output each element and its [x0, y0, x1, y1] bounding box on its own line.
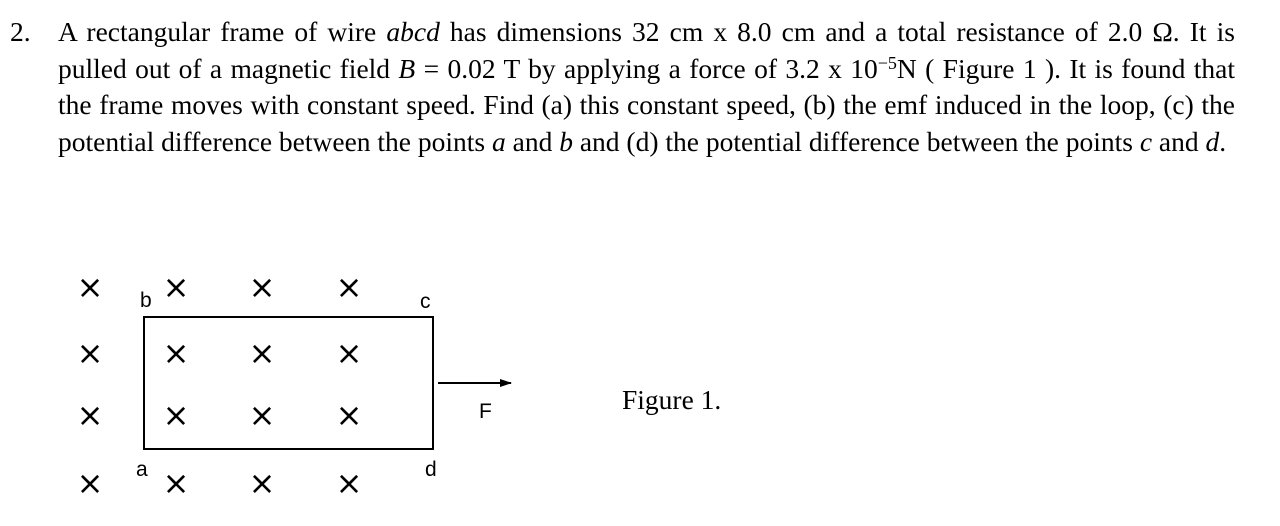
- field-cross-mark: ×: [335, 464, 363, 502]
- field-cross-mark: ×: [162, 268, 190, 306]
- text-part: and (d) the potential difference between the points: [572, 125, 1140, 157]
- field-cross-mark: ×: [335, 396, 363, 434]
- field-cross-mark: ×: [76, 464, 104, 502]
- problem-number: 2.: [10, 16, 31, 47]
- field-cross-mark: ×: [335, 268, 363, 306]
- text-part: N ( Figure 1 ). It is found that the frame moves with constant speed. Find (a) this constant speed, (b) the emf induced in the loop, (c) the potential difference between the points: [58, 52, 1236, 157]
- point-d: d: [1205, 125, 1220, 157]
- point-c: c: [1139, 125, 1153, 157]
- exponent: −5: [877, 52, 897, 73]
- field-cross-mark: ×: [162, 334, 190, 372]
- text-part: and: [505, 125, 560, 157]
- text-part: = 0.02 T by applying a force of 3.2 x 10: [415, 52, 878, 84]
- field-cross-mark: ×: [162, 464, 190, 502]
- field-cross-mark: ×: [248, 396, 276, 434]
- field-symbol: B: [398, 52, 416, 84]
- text-part: has dimensions 32 cm x 8.0 cm and a total resistance of 2.0 Ω. It is pulled out of a magnetic field: [58, 16, 1235, 84]
- corner-label-d: d: [425, 458, 437, 481]
- corner-label-c: c: [420, 290, 431, 313]
- field-cross-mark: ×: [248, 464, 276, 502]
- field-cross-mark: ×: [76, 268, 104, 306]
- field-cross-mark: ×: [162, 396, 190, 434]
- text-part: and: [1152, 125, 1206, 157]
- point-b: b: [559, 125, 573, 157]
- figure-caption: Figure 1.: [622, 384, 722, 415]
- field-cross-mark: ×: [248, 268, 276, 306]
- force-label: F: [479, 400, 492, 423]
- corner-label-a: a: [136, 458, 148, 481]
- field-cross-mark: ×: [76, 334, 104, 372]
- text-part: A rectangular frame of wire: [58, 16, 387, 47]
- point-a: a: [491, 125, 506, 157]
- text-part: .: [1219, 125, 1227, 157]
- field-cross-mark: ×: [248, 334, 276, 372]
- corner-label-b: b: [140, 289, 152, 312]
- field-cross-mark: ×: [335, 334, 363, 372]
- frame-name: abcd: [386, 16, 440, 47]
- magnetic-field-marks: [77, 268, 363, 502]
- field-cross-mark: ×: [76, 396, 104, 434]
